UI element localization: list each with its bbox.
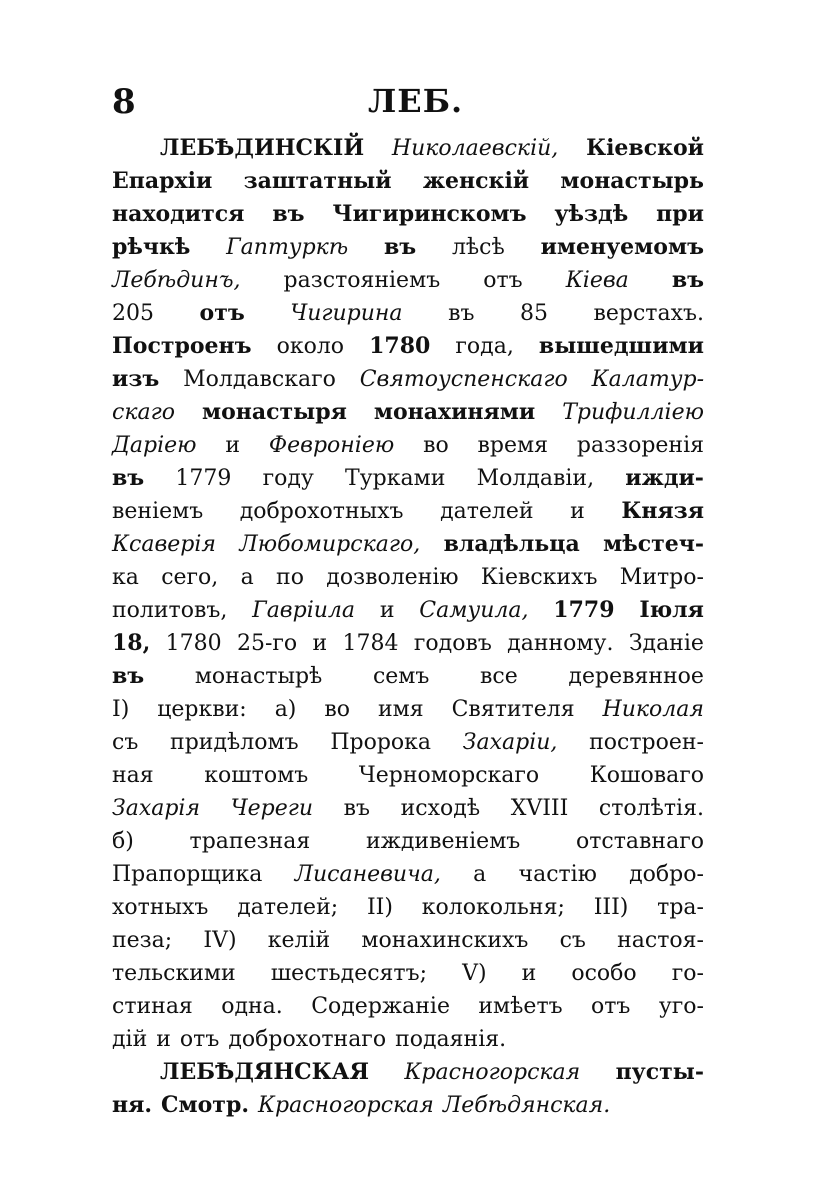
word: въ — [383, 234, 417, 260]
text-line — [112, 363, 704, 396]
word: I) — [112, 697, 130, 722]
word: а) — [274, 697, 297, 722]
running-head: ЛЕБ. — [368, 82, 464, 120]
word: шестьдесятъ; — [270, 961, 428, 986]
word: ЛЕБѢДИНСКІЙ — [160, 135, 365, 161]
word: съ — [559, 928, 586, 953]
text-line — [112, 825, 704, 858]
word: Февроніею — [268, 433, 395, 458]
word: Князя — [621, 498, 704, 524]
word: дателей; — [237, 895, 339, 920]
word: семъ — [372, 664, 430, 689]
word: дозволенію — [326, 565, 459, 590]
word: веніемъ — [112, 499, 204, 524]
word: ка — [112, 565, 139, 590]
word: келій — [267, 928, 331, 953]
word: Пророка — [330, 730, 432, 755]
word: особо — [571, 961, 637, 986]
word: Зданіе — [628, 631, 704, 656]
word: и — [379, 598, 395, 623]
text-line — [112, 924, 704, 957]
text-line — [112, 264, 704, 297]
word: отставнаго — [576, 829, 704, 854]
word: Лебѣдянская. — [442, 1093, 611, 1118]
word: Содержаніе — [311, 994, 450, 1019]
word: Даріею — [112, 433, 197, 458]
word: и — [570, 499, 585, 524]
word: Николая — [602, 697, 704, 722]
word: дателей — [440, 499, 534, 524]
text-line — [112, 858, 704, 891]
word: лѣсѣ — [451, 235, 505, 260]
word: 25-го — [236, 631, 298, 656]
word: Николаевскій, — [391, 136, 559, 161]
word: Кіева — [565, 268, 629, 293]
word: подаянія. — [395, 1027, 507, 1052]
text-line — [112, 627, 704, 660]
word: тра- — [657, 895, 704, 920]
word: рѣчкѣ — [112, 234, 191, 260]
word: ижди- — [625, 465, 704, 491]
word: находится — [112, 201, 245, 227]
word: XVIII — [510, 796, 569, 821]
text-line — [112, 660, 704, 693]
word: изъ — [112, 366, 160, 392]
word: уго- — [658, 994, 704, 1019]
word: 18, — [112, 630, 151, 656]
word: Захаріи, — [462, 730, 558, 755]
word: Лебѣдинъ, — [112, 268, 241, 293]
word: пусты- — [615, 1059, 704, 1085]
text-line — [112, 231, 704, 264]
word: Кошоваго — [589, 763, 704, 788]
word: Гаптуркѣ — [226, 235, 349, 260]
word: монастырь — [560, 168, 704, 194]
word: одна. — [221, 994, 283, 1019]
word: отъ — [591, 994, 631, 1019]
word: и — [521, 961, 537, 986]
text-line — [112, 792, 704, 825]
word: сего, — [161, 565, 219, 590]
word: уѣздѣ — [554, 201, 629, 227]
word: заштатный — [243, 168, 392, 194]
text-line — [112, 957, 704, 990]
word: женскій — [422, 168, 530, 194]
text-line — [112, 1056, 704, 1089]
text-line — [112, 1023, 704, 1056]
word: пеза; — [112, 928, 173, 953]
word: отъ — [199, 300, 245, 326]
word: Молдавіи, — [476, 466, 595, 491]
word: верстахъ. — [593, 301, 704, 326]
word: монахинями — [373, 399, 536, 425]
word: II) — [366, 895, 393, 920]
text-line — [112, 693, 704, 726]
word: церкви: — [157, 697, 247, 722]
word: около — [276, 334, 345, 359]
word: Молдавскаго — [183, 367, 336, 392]
word: стиная — [112, 994, 193, 1019]
word: столѣтія. — [598, 796, 704, 821]
word: Построенъ — [112, 333, 252, 359]
text-line — [112, 528, 704, 561]
word: Калатур- — [591, 367, 704, 392]
word: 1784 — [342, 631, 399, 656]
word: доброхотнаго — [228, 1027, 387, 1052]
text-line — [112, 165, 704, 198]
word: частію — [518, 862, 597, 887]
word: Святителя — [451, 697, 575, 722]
word: дій — [112, 1027, 148, 1052]
word: монастырѣ — [194, 664, 323, 689]
word: Гавріила — [252, 598, 356, 623]
word: Лисаневича, — [294, 862, 441, 887]
text-line — [112, 594, 704, 627]
word: настоя- — [617, 928, 704, 953]
text-line — [112, 429, 704, 462]
word: имѣетъ — [478, 994, 563, 1019]
word: V) — [462, 961, 487, 986]
word: имя — [377, 697, 424, 722]
word: вышедшими — [538, 333, 704, 359]
word: году — [262, 466, 314, 491]
word: IV) — [203, 928, 237, 953]
text-line — [112, 561, 704, 594]
text-line — [112, 132, 704, 165]
word: все — [480, 664, 518, 689]
word: добро- — [629, 862, 704, 887]
word: б) — [112, 829, 134, 854]
word: Іюля — [639, 597, 704, 623]
word: III) — [593, 895, 629, 920]
word: Митро- — [619, 565, 704, 590]
text-line — [112, 198, 704, 231]
word: разстояніемъ — [283, 268, 441, 293]
word: во — [324, 697, 350, 722]
word: монастыря — [201, 399, 347, 425]
word: съ — [112, 730, 139, 755]
word: Самуила, — [419, 598, 529, 623]
word: Кіевской — [586, 135, 704, 161]
word: при — [656, 201, 704, 227]
text-line — [112, 330, 704, 363]
word: 85 — [519, 301, 548, 326]
word: Череги — [230, 796, 314, 821]
text-line — [112, 891, 704, 924]
word: и — [312, 631, 328, 656]
word: доброхотныхъ — [239, 499, 404, 524]
word: коштомъ — [204, 763, 309, 788]
word: исходѣ — [400, 796, 481, 821]
word: отъ — [179, 1027, 220, 1052]
word: ЛЕБѢДЯНСКАЯ — [160, 1059, 369, 1085]
word: данному. — [507, 631, 614, 656]
word: въ — [112, 465, 145, 491]
word: и — [225, 433, 241, 458]
word: монахинскихъ — [361, 928, 529, 953]
word: Захарія — [112, 796, 201, 821]
word: скаго — [112, 400, 175, 425]
word: отъ — [483, 268, 523, 293]
word: 1779 — [553, 597, 615, 623]
text-line — [112, 396, 704, 429]
word: деревянное — [568, 664, 704, 689]
word: го- — [671, 961, 704, 986]
word: тельскими — [112, 961, 236, 986]
word: въ — [272, 201, 305, 227]
word: ная — [112, 763, 154, 788]
word: въ — [112, 663, 145, 689]
word: 205 — [112, 301, 154, 326]
word: Кіевскихъ — [480, 565, 598, 590]
word: Прапорщика — [112, 862, 263, 887]
word: въ — [671, 267, 704, 293]
word: построен- — [589, 730, 704, 755]
word: трапезная — [189, 829, 311, 854]
word: мѣстеч- — [603, 531, 704, 557]
word: а — [473, 862, 487, 887]
word: Трифилліею — [562, 400, 704, 425]
word: во — [423, 433, 449, 458]
word: по — [276, 565, 304, 590]
text-line — [112, 495, 704, 528]
body-text — [112, 132, 704, 1122]
word: въ — [343, 796, 371, 821]
word: 1780 — [165, 631, 222, 656]
word: 1779 — [175, 466, 232, 491]
word: Красногорская — [404, 1060, 581, 1085]
word: политовъ, — [112, 598, 228, 623]
word: Чигирина — [290, 301, 403, 326]
word: Чигиринскомъ — [332, 201, 527, 227]
page-number: 8 — [112, 82, 136, 122]
word: года, — [455, 334, 514, 359]
word: годовъ — [413, 631, 492, 656]
word: Святоуспенскаго — [359, 367, 568, 392]
word: Турками — [345, 466, 446, 491]
word: именуемомъ — [540, 234, 704, 260]
text-line — [112, 297, 704, 330]
word: владѣльца — [443, 531, 580, 557]
word: Любомирскаго, — [239, 532, 421, 557]
word: Красногорская — [257, 1093, 434, 1118]
word: время — [477, 433, 549, 458]
word: колокольня; — [421, 895, 565, 920]
word: хотныхъ — [112, 895, 209, 920]
word: въ — [448, 301, 475, 326]
text-line — [112, 990, 704, 1023]
text-line — [112, 726, 704, 759]
word: раззоренія — [576, 433, 704, 458]
word: и — [156, 1027, 171, 1052]
word: а — [240, 565, 254, 590]
word: иждивеніемъ — [365, 829, 521, 854]
word: придѣломъ — [170, 730, 299, 755]
text-line — [112, 1089, 704, 1122]
text-line — [112, 759, 704, 792]
word: Смотр. — [161, 1092, 249, 1118]
word: Черноморскаго — [358, 763, 540, 788]
word: 1780 — [369, 333, 431, 359]
word: Ксаверія — [112, 532, 216, 557]
word: ня. — [112, 1092, 153, 1118]
text-line — [112, 462, 704, 495]
word: Епархіи — [112, 168, 213, 194]
